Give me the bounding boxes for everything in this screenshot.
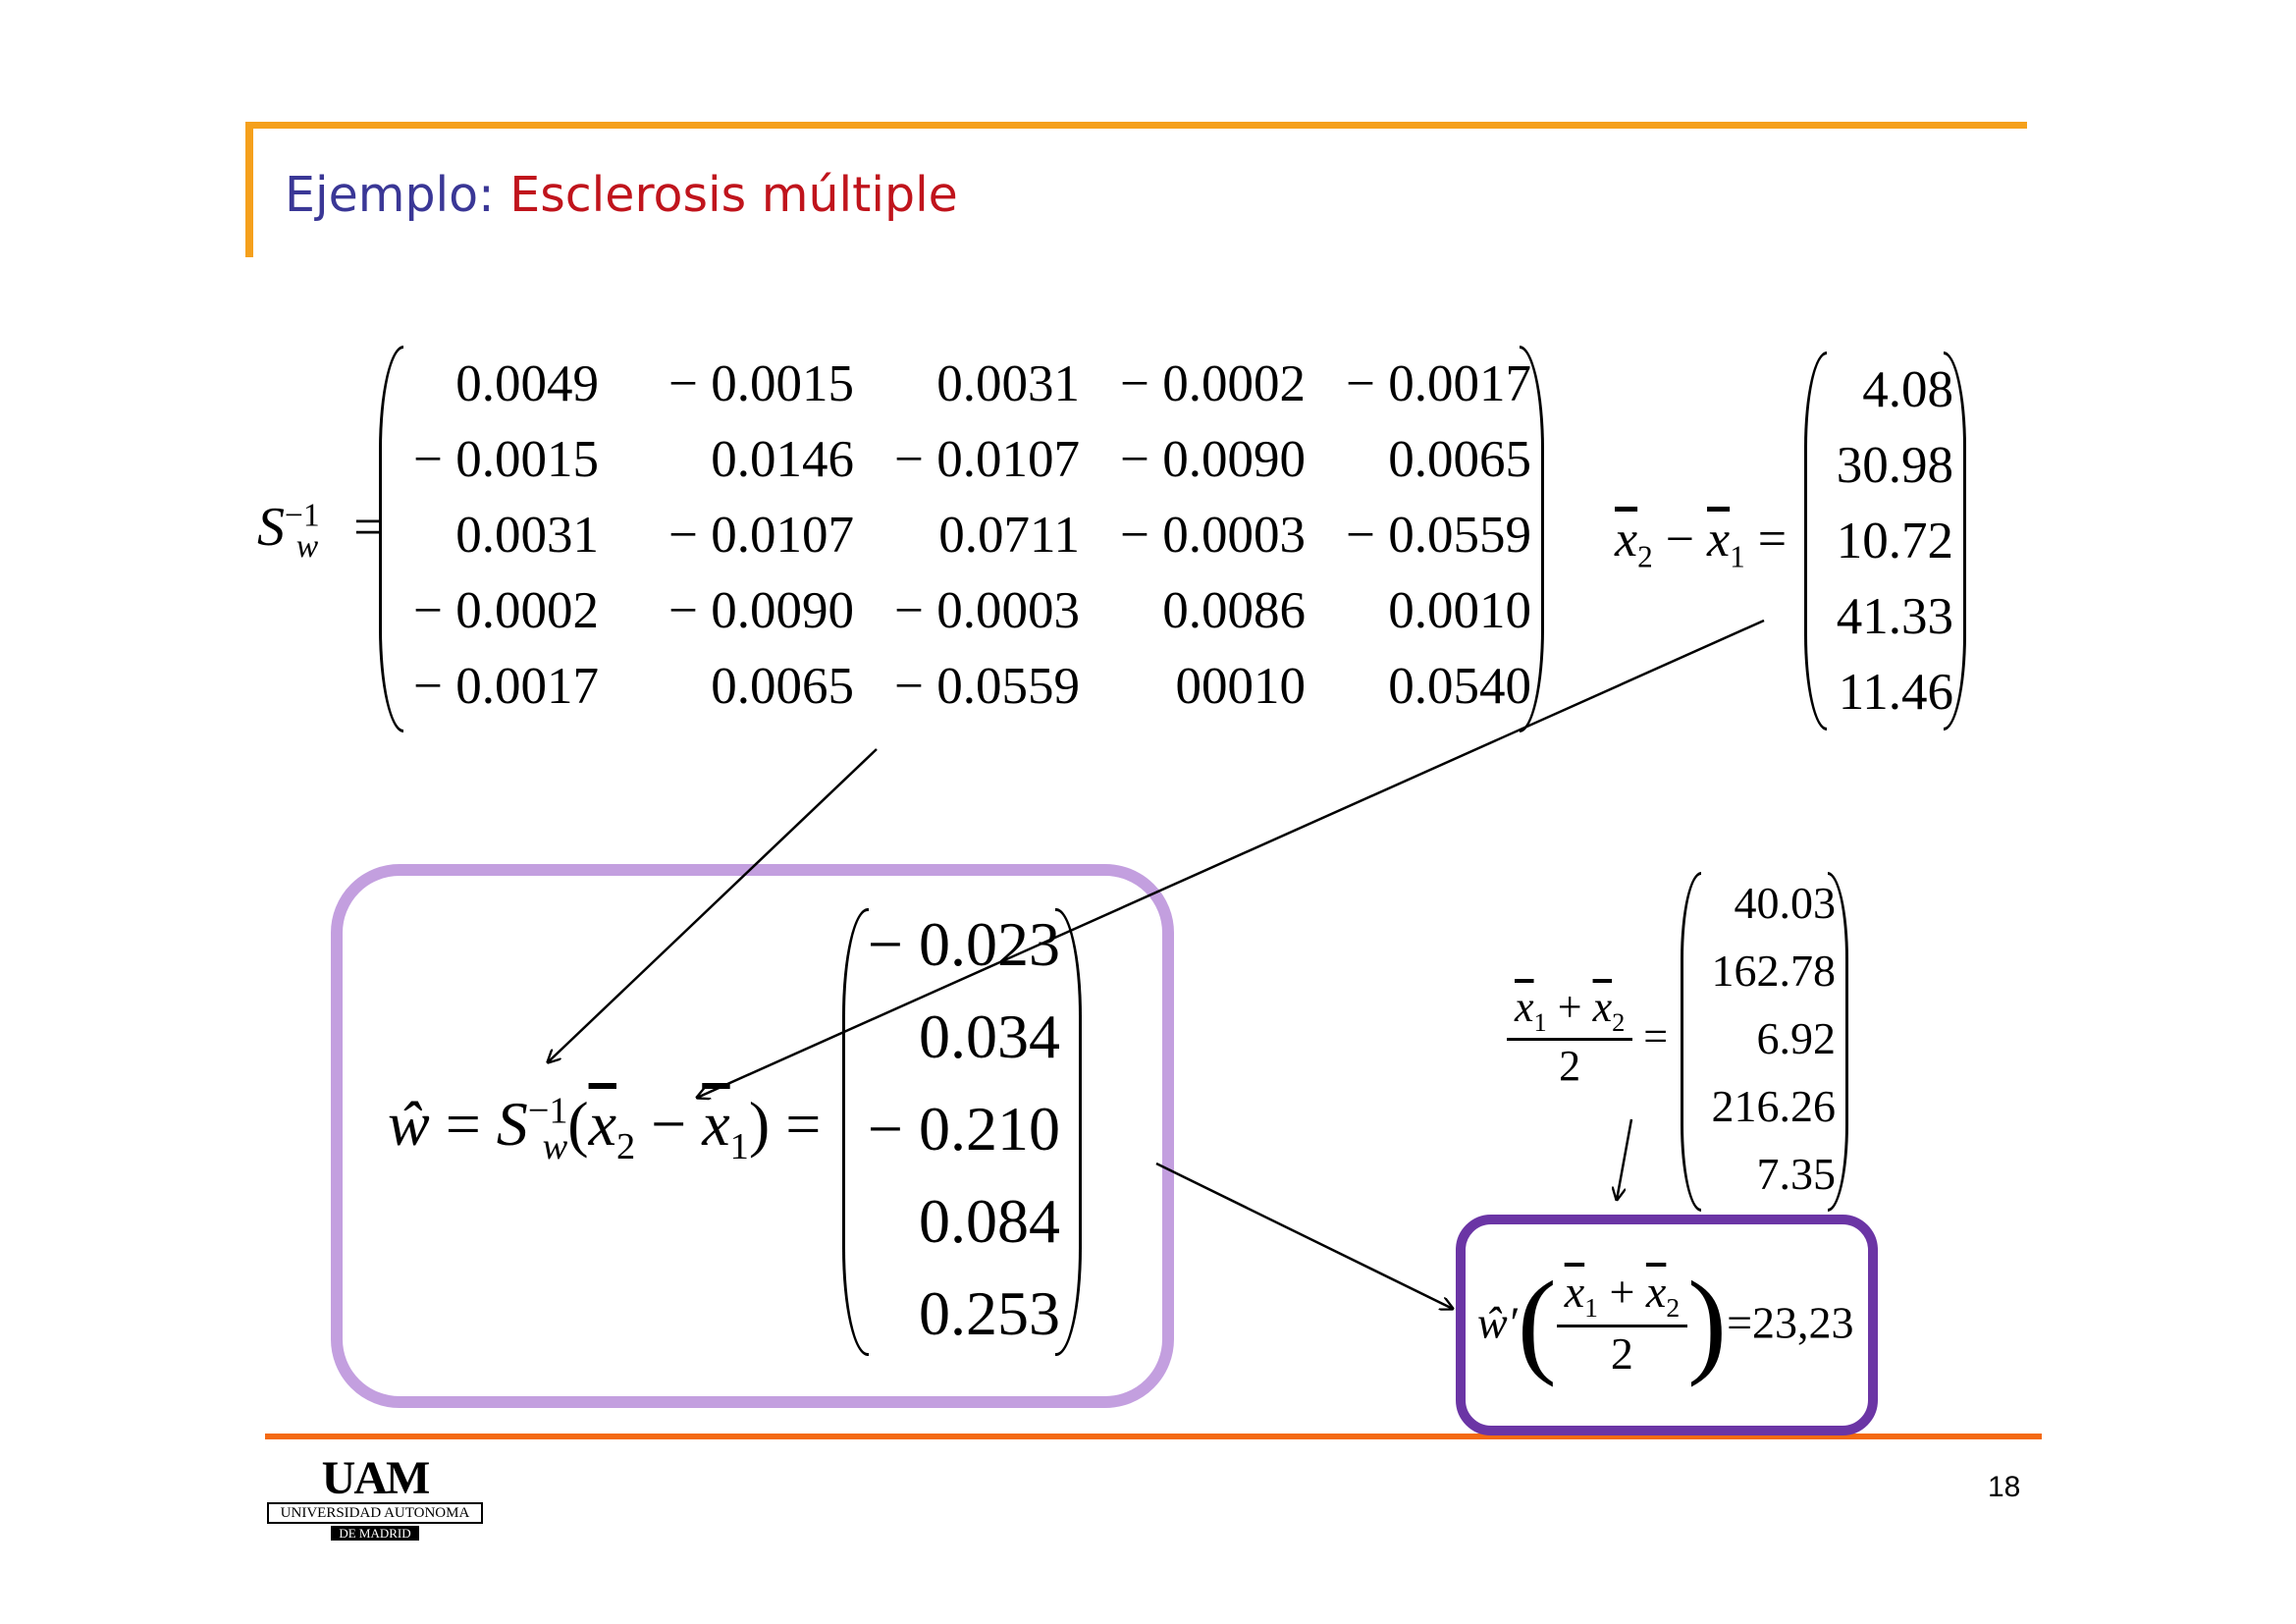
w-hat-value-5: 0.253: [919, 1278, 1060, 1348]
w-hat-s-sub: w: [542, 1125, 568, 1167]
sw-cell-r3-c3: 0.0711: [938, 506, 1080, 564]
threshold-w-prime: ŵ′: [1477, 1297, 1518, 1348]
mean-sum-x2: $\overline{x}$: [1592, 983, 1613, 1031]
sw-cell-r5-c1: − 0.0017: [413, 657, 599, 715]
w-hat-x2-sub: 2: [615, 1125, 636, 1167]
sw-cell-r2-c3: − 0.0107: [894, 430, 1080, 488]
sw-cell-r4-c1: − 0.0002: [413, 581, 599, 639]
logo-line1: UNIVERSIDAD AUTONOMA: [267, 1502, 483, 1524]
w-hat-eq1: =: [445, 1089, 481, 1159]
w-hat-symbol: ŵ: [388, 1089, 430, 1159]
sw-cell-r2-c4: − 0.0090: [1120, 430, 1306, 488]
sw-cell-r2-c2: 0.0146: [711, 430, 854, 488]
mean-diff-x2-sub: 2: [1637, 539, 1653, 574]
mean-sum-equals: =: [1643, 1011, 1669, 1060]
arrow-matrix-to-w: [548, 749, 877, 1062]
sw-cell-r4-c2: − 0.0090: [668, 581, 854, 639]
mean-sum-value-4: 216.26: [1711, 1081, 1836, 1131]
sw-cell-r4-c4: 0.0086: [1162, 581, 1306, 639]
mean-diff-minus: −: [1665, 512, 1695, 568]
threshold-equals: =: [1727, 1297, 1753, 1348]
threshold-x2-sub: 2: [1666, 1292, 1681, 1324]
mean-diff-equals: =: [1757, 512, 1788, 568]
sw-cell-r3-c4: − 0.0003: [1120, 506, 1306, 564]
w-hat-x1: $\overline{x}$: [702, 1089, 730, 1159]
sw-cell-r1-c2: − 0.0015: [668, 354, 854, 412]
mean-diff-value-3: 10.72: [1836, 512, 1953, 569]
sw-cell-r5-c5: 0.0540: [1388, 657, 1531, 715]
w-hat-s: S: [496, 1089, 528, 1159]
mean-sum-value-5: 7.35: [1756, 1149, 1836, 1199]
threshold-plus: +: [1609, 1267, 1635, 1318]
w-hat-minus: −: [651, 1089, 687, 1159]
sw-equals: =: [353, 497, 385, 558]
sw-cell-r1-c4: − 0.0002: [1120, 354, 1306, 412]
sw-cell-r1-c1: 0.0049: [455, 354, 599, 412]
mean-diff-value-5: 11.46: [1838, 663, 1953, 721]
sw-cell-r5-c3: − 0.0559: [894, 657, 1080, 715]
threshold-x1-sub: 1: [1584, 1292, 1598, 1324]
sw-cell-r4-c3: − 0.0003: [894, 581, 1080, 639]
sw-label-s: S: [257, 497, 285, 558]
page-number: 18: [1988, 1471, 2021, 1503]
mean-sum-value-3: 6.92: [1756, 1013, 1836, 1063]
w-hat-x1-sub: 1: [729, 1125, 749, 1167]
threshold-x1: $\overline{x}$: [1564, 1267, 1585, 1318]
mean-diff-value-4: 41.33: [1836, 587, 1953, 645]
w-hat-open: (: [567, 1089, 589, 1159]
w-hat-value-2: 0.034: [919, 1001, 1060, 1071]
mean-sum-value-1: 40.03: [1734, 878, 1836, 928]
sw-label-sub: w: [295, 528, 319, 566]
sw-cell-r2-c1: − 0.0015: [413, 430, 599, 488]
title-prefix: Ejemplo:: [285, 167, 495, 223]
sw-cell-r5-c4: 00010: [1175, 657, 1306, 715]
mean-sum-value-2: 162.78: [1711, 946, 1836, 996]
w-hat-value-4: 0.084: [919, 1186, 1060, 1256]
threshold-open-paren: (: [1517, 1257, 1557, 1387]
w-hat-eq2: =: [785, 1089, 822, 1159]
w-hat-value-1: − 0.023: [867, 909, 1060, 979]
threshold-result: 23,23: [1752, 1297, 1854, 1348]
sw-cell-r2-c5: 0.0065: [1388, 430, 1531, 488]
sw-cell-r1-c3: 0.0031: [936, 354, 1080, 412]
mean-diff-x1-sub: 1: [1730, 539, 1745, 574]
mean-diff-x2: $\overline{x}$: [1615, 512, 1638, 568]
w-hat-value-3: − 0.210: [867, 1094, 1060, 1164]
mean-diff-value-1: 4.08: [1862, 360, 1953, 418]
arrow-box-to-threshold: [1156, 1164, 1453, 1309]
w-hat-close: ): [748, 1089, 771, 1159]
threshold-close-paren: ): [1687, 1257, 1728, 1387]
mean-sum-x2-sub: 2: [1612, 1006, 1626, 1037]
arrow-diff-to-w: [697, 621, 1764, 1098]
uam-logo: [267, 1452, 483, 1545]
w-hat-s-sup: −1: [527, 1090, 568, 1132]
logo-mark: UAM: [321, 1452, 429, 1504]
sw-cell-r3-c5: − 0.0559: [1346, 506, 1531, 564]
sw-cell-r3-c2: − 0.0107: [668, 506, 854, 564]
mean-sum-denominator: 2: [1559, 1041, 1581, 1090]
sw-cell-r1-c5: − 0.0017: [1346, 354, 1531, 412]
w-hat-x2: $\overline{x}$: [588, 1089, 616, 1159]
mean-sum-x1-sub: 1: [1533, 1006, 1547, 1037]
threshold-denominator: 2: [1610, 1327, 1633, 1379]
sw-label-sup: −1: [285, 497, 320, 534]
mean-sum-x1: $\overline{x}$: [1515, 983, 1534, 1031]
logo-line2: DE MADRID: [331, 1526, 419, 1541]
title-topic: Esclerosis múltiple: [509, 167, 958, 223]
sw-cell-r5-c2: 0.0065: [711, 657, 854, 715]
mean-sum-plus: +: [1557, 983, 1582, 1031]
arrow-mean-to-threshold: [1617, 1119, 1631, 1200]
mean-diff-value-2: 30.98: [1836, 436, 1953, 494]
threshold-x2: $\overline{x}$: [1645, 1267, 1667, 1318]
mean-diff-x1: $\overline{x}$: [1707, 512, 1731, 568]
sw-cell-r3-c1: 0.0031: [455, 506, 599, 564]
sw-cell-r4-c5: 0.0010: [1388, 581, 1531, 639]
